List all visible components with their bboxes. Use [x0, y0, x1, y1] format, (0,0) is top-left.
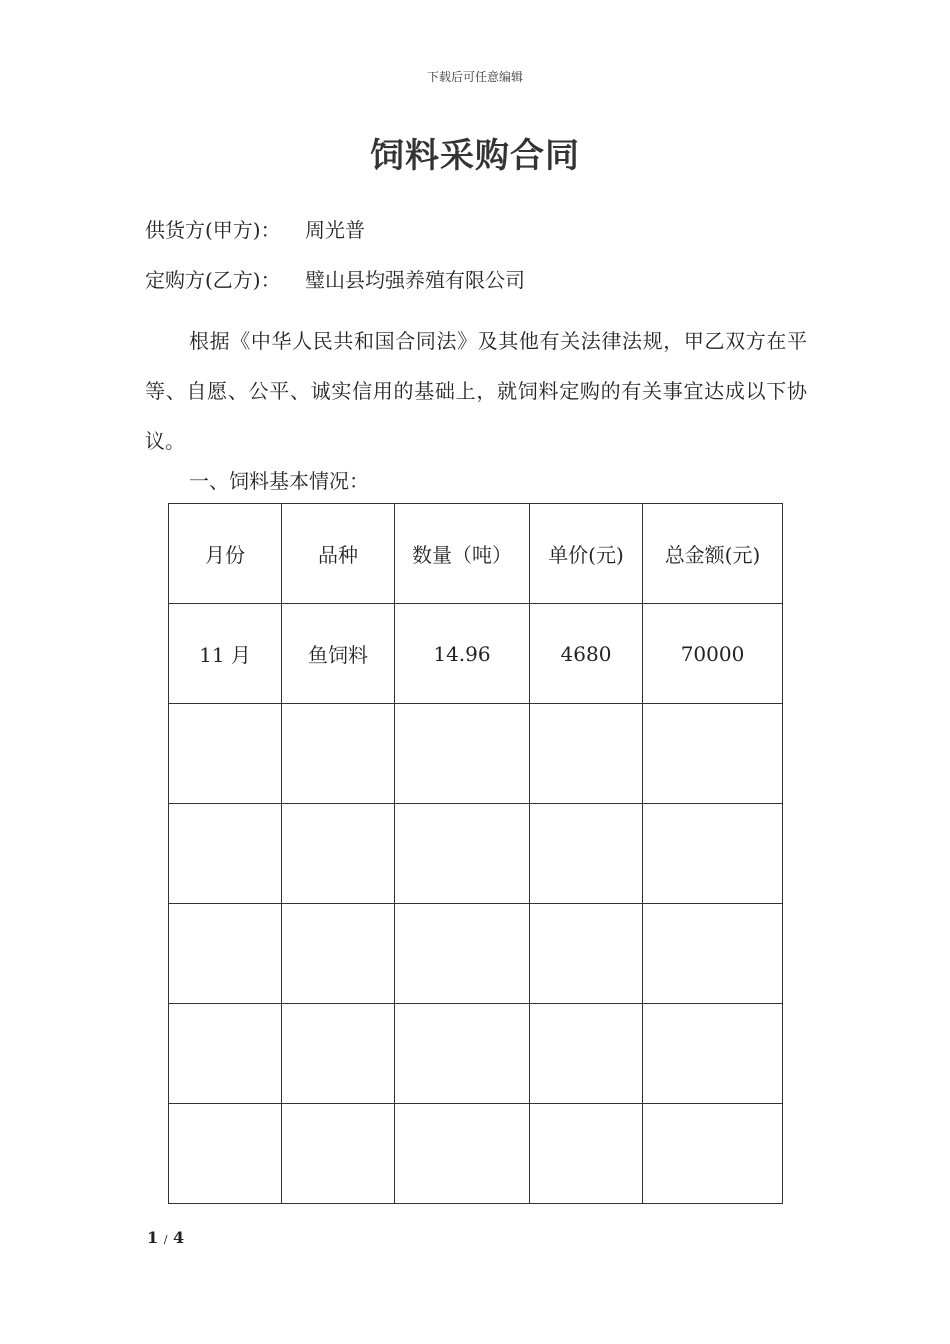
table-cell: 11 月 — [169, 604, 282, 704]
table-cell — [282, 904, 395, 1004]
table-row — [169, 1104, 783, 1204]
table-cell — [530, 1104, 643, 1204]
table-cell — [169, 704, 282, 804]
header-quantity: 数量（吨） — [395, 504, 530, 604]
supplier-label: 供货方(甲方)： — [145, 218, 281, 242]
table-row — [169, 604, 783, 704]
page-number — [147, 1228, 184, 1247]
table-row — [169, 1004, 783, 1104]
table-cell: 鱼饲料 — [282, 604, 395, 704]
table-cell — [643, 904, 783, 1004]
page-total: 4 — [173, 1228, 185, 1247]
table-cell — [169, 804, 282, 904]
supplier-name: 周光普 — [305, 218, 365, 242]
table-cell — [530, 1004, 643, 1104]
supplier-line — [145, 216, 365, 244]
table-cell — [282, 1104, 395, 1204]
table-cell: 14.96 — [395, 604, 530, 704]
table-cell — [395, 1004, 530, 1104]
table-cell — [395, 904, 530, 1004]
section-heading-feed-info: 一、饲料基本情况： — [189, 469, 369, 493]
header-total-amount: 总金额(元) — [643, 504, 783, 604]
page-current: 1 — [147, 1228, 159, 1247]
table-cell — [169, 1104, 282, 1204]
table-cell — [169, 904, 282, 1004]
table-cell — [530, 704, 643, 804]
intro-paragraph: 根据《中华人民共和国合同法》及其他有关法律法规，甲乙双方在平等、自愿、公平、诚实信用的基础上，就饲料定购的有关事宜达成以下协议。 — [145, 329, 807, 453]
table-header-row — [169, 504, 783, 604]
header-note: 下载后可任意编辑 — [426, 70, 523, 84]
header-unit-price: 单价(元) — [530, 504, 643, 604]
buyer-name: 璧山县均强养殖有限公司 — [305, 268, 525, 292]
table-row — [169, 704, 783, 804]
document-title: 饲料采购合同 — [370, 136, 580, 176]
table-cell — [643, 1004, 783, 1104]
buyer-line — [145, 266, 525, 294]
table-row — [169, 804, 783, 904]
table-row — [169, 904, 783, 1004]
table-cell — [282, 1004, 395, 1104]
page-separator: / — [163, 1233, 168, 1246]
table-cell — [643, 804, 783, 904]
table-cell: 70000 — [643, 604, 783, 704]
table-cell — [395, 1104, 530, 1204]
table-cell — [169, 1004, 282, 1104]
feed-info-table — [168, 503, 783, 1204]
table-cell — [395, 804, 530, 904]
table-cell: 4680 — [530, 604, 643, 704]
table-cell — [530, 904, 643, 1004]
table-cell — [282, 804, 395, 904]
table-cell — [530, 804, 643, 904]
table-cell — [282, 704, 395, 804]
header-month: 月份 — [169, 504, 282, 604]
table-cell — [643, 704, 783, 804]
buyer-label: 定购方(乙方)： — [145, 268, 281, 292]
header-variety: 品种 — [282, 504, 395, 604]
table-cell — [395, 704, 530, 804]
table-cell — [643, 1104, 783, 1204]
